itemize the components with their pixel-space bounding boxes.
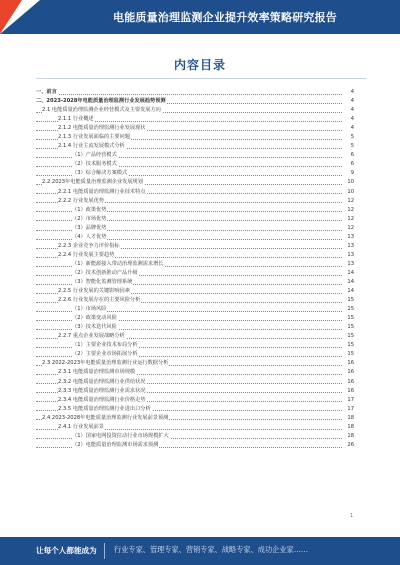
toc-entry-page: 16: [343, 387, 354, 396]
toc-entry[interactable]: [36, 188, 354, 197]
toc-entry[interactable]: [36, 251, 354, 260]
toc-entry-page: 9: [343, 169, 354, 178]
toc-entry-title: 2.3.2 电能质量治理监测行业供给状况: [58, 378, 146, 387]
toc-entry[interactable]: [36, 387, 354, 396]
toc-entry-page: 12: [343, 197, 354, 206]
toc-heading: 内容目录: [173, 58, 226, 72]
toc-entry-page: 5: [343, 133, 354, 142]
toc-entry-page: 13: [343, 251, 354, 260]
toc-entry-page: 18: [343, 423, 354, 432]
toc-entry-title: （2）市场优势: [72, 215, 107, 224]
toc-entry-page: 13: [343, 242, 354, 251]
toc-entry-title: 2.4 2023-2028年电能质量治理监测行业发展前景预测: [42, 414, 169, 423]
toc-entry[interactable]: [36, 160, 354, 169]
table-of-contents: [36, 88, 354, 450]
toc-entry[interactable]: [36, 305, 354, 314]
footer-slogan: 让每个人都能成为: [36, 546, 97, 555]
toc-entry-title: 2.2.3 企业竞争力评价指标: [58, 242, 121, 251]
toc-entry-page: 16: [343, 368, 354, 377]
toc-entry-title: （1）产品经营模式: [72, 151, 118, 160]
toc-entry-page: 12: [343, 215, 354, 224]
toc-entry-title: （2）技术创新推动产品升级: [72, 269, 139, 278]
toc-entry[interactable]: [36, 405, 354, 414]
toc-entry[interactable]: [36, 115, 354, 124]
toc-entry-page: 4: [343, 115, 354, 124]
toc-entry-title: 2.3.4 电能质量治理监测行业价格走势: [58, 396, 146, 405]
toc-entry-page: 15: [343, 350, 354, 359]
toc-entry-title: （1）市场风险: [72, 305, 107, 314]
toc-entry[interactable]: [36, 359, 354, 368]
toc-entry-title: （3）技术迭代风险: [72, 323, 118, 332]
toc-entry[interactable]: [36, 260, 354, 269]
toc-entry[interactable]: [36, 341, 354, 350]
toc-entry[interactable]: [36, 323, 354, 332]
toc-entry-page: 16: [343, 378, 354, 387]
toc-entry-title: 2.2.4 行业发展主要趋势: [58, 251, 115, 260]
toc-entry-page: 5: [343, 142, 354, 151]
toc-entry-title: （3）综合解决方案模式: [72, 169, 128, 178]
toc-entry-title: （3）品牌优势: [72, 224, 107, 233]
toc-entry-page: 15: [343, 332, 354, 341]
toc-entry-title: 二、2023-2028年电能质量治理监测行业发展趋势预测: [36, 97, 167, 106]
toc-entry-title: 2.2.1 电能质量治理监测行业技术特点: [58, 188, 146, 197]
toc-entry-title: 2.1.2 电能质量治理监测行业发展现状: [58, 124, 146, 133]
toc-entry-page: 4: [343, 106, 354, 115]
toc-entry[interactable]: [36, 106, 354, 115]
toc-entry-title: 2.4.1 行业发展前景: [58, 423, 105, 432]
dot-leader: [36, 94, 342, 95]
toc-entry[interactable]: [36, 88, 354, 97]
toc-entry-title: （3）智能化监测管理系统: [72, 278, 133, 287]
toc-entry[interactable]: [36, 97, 354, 106]
toc-entry[interactable]: [36, 124, 354, 133]
toc-entry-page: 14: [343, 287, 354, 296]
footer-tagline: 行业专家、管理专家、营销专家、战略专家、成功企业家……: [114, 545, 309, 554]
toc-entry[interactable]: [36, 142, 354, 151]
toc-entry-title: 2.1.4 行业主流发展模式分析: [58, 142, 126, 151]
toc-entry-title: 2.2.6 行业发展存在的主要风险分析: [58, 296, 141, 305]
toc-entry-title: 2.2.2 行业发展优势: [58, 197, 105, 206]
toc-entry-page: 15: [343, 341, 354, 350]
toc-entry[interactable]: [36, 296, 354, 305]
toc-entry[interactable]: [36, 178, 354, 187]
toc-entry-title: （2）主要企业市场拓展分析: [72, 350, 139, 359]
toc-entry-page: 14: [343, 269, 354, 278]
toc-entry[interactable]: [36, 287, 354, 296]
toc-entry-page: 4: [343, 88, 354, 97]
toc-entry[interactable]: [36, 206, 354, 215]
toc-entry[interactable]: [36, 350, 354, 359]
toc-entry-page: 4: [343, 124, 354, 133]
header-bar: [0, 0, 400, 34]
toc-entry[interactable]: [36, 169, 354, 178]
toc-entry-title: 2.3 2022-2023年电能质量治理监测行业运行数据分析: [42, 359, 169, 368]
toc-entry-title: （2）技术服务模式: [72, 160, 118, 169]
toc-entry-page: 10: [343, 178, 354, 187]
toc-entry[interactable]: [36, 378, 354, 387]
toc-entry[interactable]: [36, 423, 354, 432]
toc-entry[interactable]: [36, 269, 354, 278]
toc-entry-title: 2.2 2023年电能质量治理监测企业发展规划: [42, 178, 144, 187]
toc-entry-page: 15: [343, 323, 354, 332]
toc-entry-page: 13: [343, 233, 354, 242]
page-marker: 1: [350, 513, 354, 519]
toc-entry-page: 26: [343, 441, 354, 450]
footer-divider: [104, 543, 105, 559]
toc-entry-title: 2.3.3 电能质量治理监测行业需求状况: [58, 387, 146, 396]
toc-entry-page: 16: [343, 359, 354, 368]
toc-entry-page: 10: [343, 188, 354, 197]
toc-entry-title: 2.3.1 电能质量治理监测市场规模: [58, 368, 136, 377]
toc-entry-page: 12: [343, 224, 354, 233]
toc-entry-page: 12: [343, 206, 354, 215]
toc-entry-page: 17: [343, 405, 354, 414]
toc-entry-title: 2.1.1 行业概述: [58, 115, 95, 124]
toc-entry-page: 17: [343, 396, 354, 405]
toc-entry-title: （1）主要企业技术布局分析: [72, 341, 139, 350]
toc-entry-page: 18: [343, 414, 354, 423]
footer-bar: [0, 537, 400, 565]
toc-entry-title: （1）政策优势: [72, 206, 107, 215]
toc-entry[interactable]: [36, 332, 354, 341]
toc-entry-page: 15: [343, 296, 354, 305]
report-title: 电能质量治理监测企业提升效率策略研究报告: [113, 11, 337, 24]
toc-entry[interactable]: [36, 396, 354, 405]
toc-entry[interactable]: [36, 224, 354, 233]
toc-entry-title: 2.2.5 行业发展的关键影响因素: [58, 287, 131, 296]
toc-entry-title: 2.2.7 重点企业发展战略分析: [58, 332, 126, 341]
toc-entry-title: （1）新能源接入带动治理监测需求增长: [72, 260, 165, 269]
toc-entry[interactable]: [36, 441, 354, 450]
toc-entry-page: 15: [343, 305, 354, 314]
toc-entry-page: 13: [343, 260, 354, 269]
toc-entry[interactable]: [36, 242, 354, 251]
toc-entry[interactable]: [36, 233, 354, 242]
toc-entry-title: （4）人才优势: [72, 233, 107, 242]
toc-entry-title: （2）电能质量治理监测市场需求预测: [72, 441, 159, 450]
toc-entry-title: 2.3.5 电能质量治理监测行业进出口分析: [58, 405, 152, 414]
toc-entry-page: 15: [343, 314, 354, 323]
toc-entry[interactable]: [36, 314, 354, 323]
toc-entry[interactable]: [36, 197, 354, 206]
toc-entry-title: （2）政策变动风险: [72, 314, 118, 323]
heading-divider: [36, 78, 366, 79]
toc-entry[interactable]: [36, 432, 354, 441]
toc-entry[interactable]: [36, 414, 354, 423]
toc-entry-page: 4: [343, 97, 354, 106]
toc-entry-title: 一、前言: [36, 88, 58, 97]
toc-entry-page: 6: [343, 160, 354, 169]
header-accent-stripe: [0, 0, 22, 34]
toc-entry-page: 14: [343, 278, 354, 287]
toc-entry-page: 6: [343, 151, 354, 160]
toc-entry-page: 18: [343, 432, 354, 441]
toc-entry[interactable]: [36, 133, 354, 142]
toc-entry[interactable]: [36, 215, 354, 224]
toc-entry[interactable]: [36, 278, 354, 287]
toc-entry[interactable]: [36, 368, 354, 377]
toc-entry-title: （1）国家电网投资拉动行业市场规模扩大: [72, 432, 170, 441]
toc-entry[interactable]: [36, 151, 354, 160]
toc-entry-title: 2.1 电能质量治理监测企业经营模式及主要发展方向: [42, 106, 162, 115]
toc-entry-title: 2.1.3 行业发展面临的主要问题: [58, 133, 131, 142]
